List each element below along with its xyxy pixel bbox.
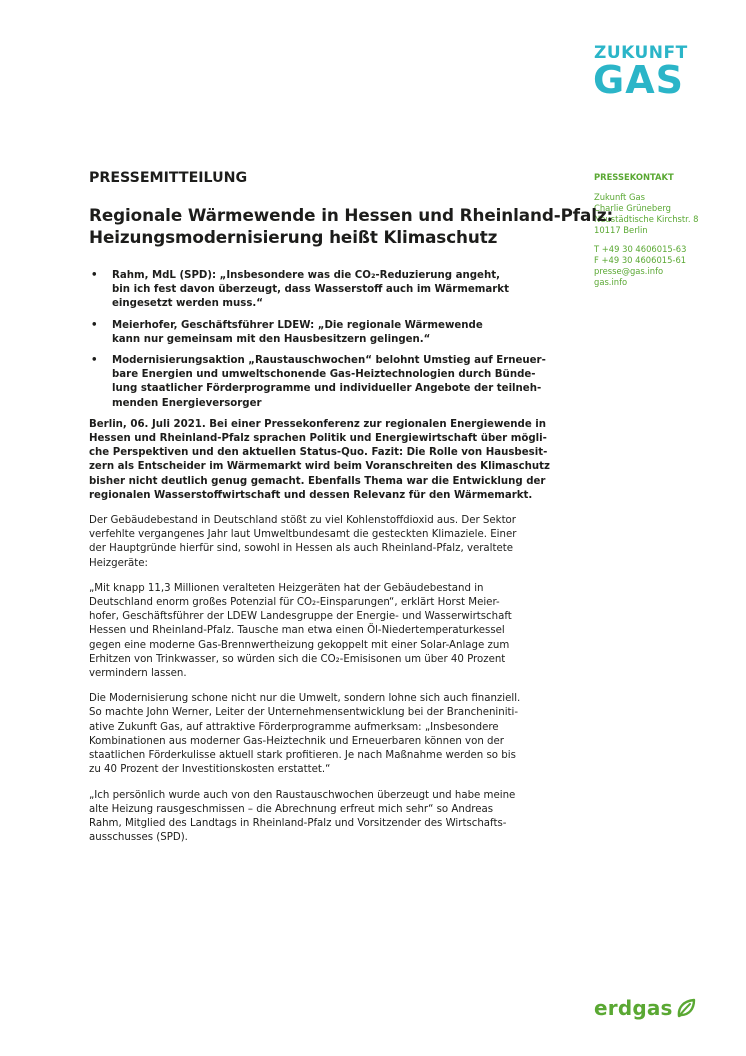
fax: F +49 30 4606015-61 <box>594 255 687 265</box>
address-line: Neustädtische Kirchstr. 8 <box>594 214 699 224</box>
para-line: verfehlte vergangenes Jahr laut Umweltbundesamt die gesteckten Klimaziele. Einer <box>89 529 517 541</box>
body-paragraph <box>89 514 569 571</box>
bullet-line: Meierhofer, Geschäftsführer LDEW: „Die regionale Wärmewende <box>112 319 483 331</box>
para-line: gegen eine moderne Gas-Brennwertheizung gekoppelt mit einer Solar-Anlage zum <box>89 639 510 651</box>
para-line: alte Heizung rausgeschmissen – die Abrechnung erfreut mich sehr“ so Andreas <box>89 803 494 815</box>
email-link[interactable]: presse@gas.info <box>594 266 664 276</box>
doc-title <box>89 204 614 248</box>
bullet-line: Modernisierungsaktion „Raustauschwochen“ belohnt Umstieg auf Erneuer- <box>112 355 546 367</box>
lead-paragraph <box>89 418 569 503</box>
bullet-line: eingesetzt werden muss.“ <box>112 298 263 310</box>
para-line: Kombinationen aus moderner Gas-Heiztechnik und Erneuerbaren können von der <box>89 735 504 747</box>
erdgas-logo <box>594 996 697 1020</box>
body-paragraph <box>89 692 569 777</box>
para-line: Der Gebäudebestand in Deutschland stößt zu viel Kohlenstoffdioxid aus. Der Sektor <box>89 515 516 527</box>
bullet-line: bare Energien und umweltschonende Gas-Heiztechnologien durch Bünde- <box>112 369 536 381</box>
para-line: vermindern lassen. <box>89 668 187 680</box>
bullet-dot-icon: • <box>91 355 98 367</box>
bullet-item <box>89 354 569 411</box>
para-line: ausschusses (SPD). <box>89 832 188 844</box>
address-line: Charlie Grüneberg <box>594 203 671 213</box>
lead-line: che Perspektiven und den aktuellen Status-Quo. Fazit: Die Rolle von Hausbesit- <box>89 447 548 459</box>
press-contact-heading: PRESSEKONTAKT <box>594 172 674 182</box>
doc-kicker: PRESSEMITTEILUNG <box>89 170 248 186</box>
logo-line-1: ZUKUNFT <box>594 43 688 63</box>
title-line: Heizungsmodernisierung heißt Klimaschutz <box>89 227 498 247</box>
bullet-line: kann nur gemeinsam mit den Hausbesitzern gelingen.“ <box>112 333 431 345</box>
bullet-line: Rahm, MdL (SPD): „Insbesondere was die CO₂-Reduzierung angeht, <box>112 270 500 281</box>
para-line: Heizgeräte: <box>89 557 148 569</box>
bullet-item <box>89 319 569 347</box>
zukunft-gas-logo <box>593 43 704 102</box>
para-line: hofer, Geschäftsführer der LDEW Landesgruppe der Energie- und Wasserwirtschaft <box>89 611 512 623</box>
para-line: Deutschland enorm großes Potenzial für CO₂-Einsparungen“, erklärt Horst Meier- <box>89 597 500 609</box>
lead-line: Berlin, 06. Juli 2021. Bei einer Pressekonferenz zur regionalen Energiewende in <box>89 418 547 430</box>
key-points <box>89 269 569 411</box>
body-paragraph <box>89 582 569 681</box>
para-line: der Hauptgründe hierfür sind, sowohl in Hessen als auch Rheinland-Pfalz, veraltete <box>89 543 514 555</box>
phone: T +49 30 4606015-63 <box>594 244 687 254</box>
erdgas-wordmark: erdgas <box>594 996 673 1020</box>
contact-address <box>594 192 734 236</box>
para-line: Rahm, Mitglied des Landtags in Rheinland-Pfalz und Vorsitzender des Wirtschafts- <box>89 817 507 829</box>
leaf-icon <box>675 997 697 1019</box>
para-line: Die Modernisierung schone nicht nur die Umwelt, sondern lohne sich auch finanziell. <box>89 693 521 705</box>
para-line: So machte John Werner, Leiter der Unternehmensentwicklung bei der Brancheniniti- <box>89 707 519 719</box>
lead-line: zern als Entscheider im Wärmemarkt wird beim Voranschreiten des Klimaschutz <box>89 461 550 473</box>
bullet-item <box>89 269 569 312</box>
lead-line: bisher nicht deutlich genug gemacht. Ebenfalls Thema war die Entwicklung der <box>89 475 546 487</box>
lead-line: regionalen Wasserstoffwirtschaft und dessen Relevanz für den Wärmemarkt. <box>89 489 533 501</box>
press-contact <box>594 172 734 296</box>
address-line: 10117 Berlin <box>594 225 648 235</box>
contact-details <box>594 244 734 288</box>
address-line: Zukunft Gas <box>594 192 645 202</box>
para-line: Hessen und Rheinland-Pfalz. Tausche man etwa einen Öl-Niedertemperaturkessel <box>89 625 505 637</box>
bullet-dot-icon: • <box>91 270 98 281</box>
title-line: Regionale Wärmewende in Hessen und Rheinland-Pfalz: <box>89 205 614 225</box>
para-line: Erhitzen von Trinkwasser, so würden sich die CO₂-Emisisonen um über 40 Prozent <box>89 653 506 665</box>
para-line: staatlichen Förderkulisse aktuell stark profitieren. Je nach Maßnahme werden so bis <box>89 750 516 762</box>
bullet-line: menden Energieversorger <box>112 397 262 409</box>
para-line: zu 40 Prozent der Investitionskosten erstattet.“ <box>89 764 331 776</box>
para-line: ative Zukunft Gas, auf attraktive Förderprogramme aufmerksam: „Insbesondere <box>89 721 499 733</box>
bullet-dot-icon: • <box>91 319 98 331</box>
lead-line: Hessen und Rheinland-Pfalz sprachen Politik und Energiewirtschaft über mögli- <box>89 433 547 445</box>
para-line: „Ich persönlich wurde auch von den Raustauschwochen überzeugt und habe meine <box>89 789 516 801</box>
bullet-line: lung staatlicher Förderprogramme und individueller Angebote der teilneh- <box>112 383 542 395</box>
logo-line-2: GAS <box>593 58 684 102</box>
bullet-line: bin ich fest davon überzeugt, dass Wasserstoff auch im Wärmemarkt <box>112 284 509 296</box>
para-line: „Mit knapp 11,3 Millionen veralteten Heizgeräten hat der Gebäudebestand in <box>89 582 484 594</box>
website-link[interactable]: gas.info <box>594 277 628 287</box>
body-paragraph <box>89 789 569 846</box>
